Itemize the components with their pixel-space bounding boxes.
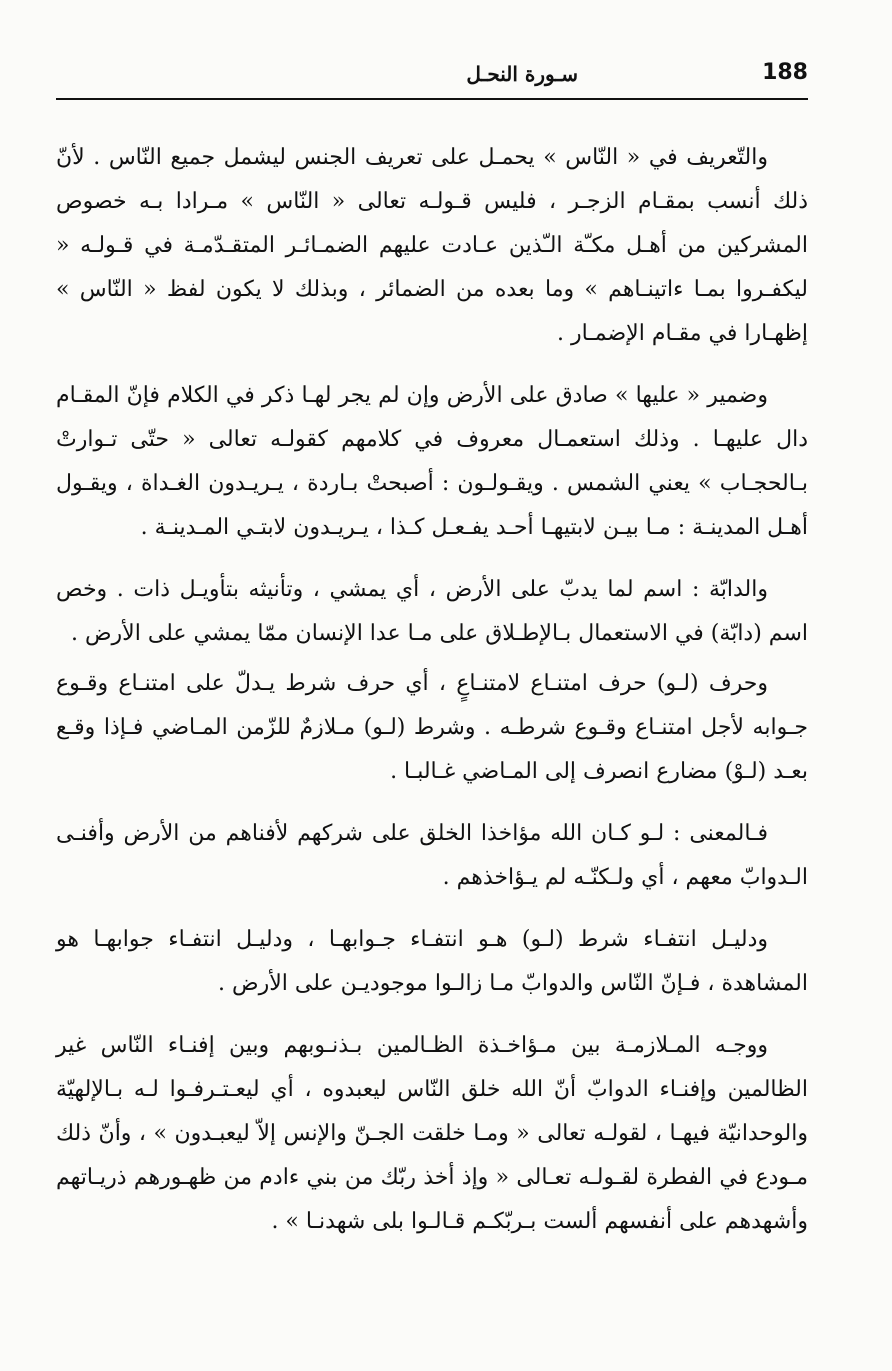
- surah-title: سـورة النحـل: [466, 62, 578, 86]
- page-number: 188: [762, 60, 808, 85]
- paragraph-dabba: والدابّة : اسم لما يدبّ على الأرض ، أي يمشي ، وتأنيثه بتأويـل ذات . وخص اسم (دابّة) في الاستعمال بـالإطـلاق على مـا عدا الإنسان ممّا يمشي على الأرض .: [56, 577, 808, 646]
- paragraph-evidence: ودليـل انتفـاء شرط (لـو) هـو انتفـاء جـوابهـا ، ودليـل انتفـاء جوابهـا هو المشاهدة ، فـإنّ النّاس والدوابّ مـا زالـوا موجوديـن على الأرض .: [56, 927, 808, 996]
- page-header: [56, 58, 808, 100]
- paragraph-pronoun: وضمير « عليها » صادق على الأرض وإن لم يجر لهـا ذكر في الكلام فإنّ المقـام دال عليهـا . وذلك استعمـال معروف في كلامهم كقولـه تعالى « حتّى تـوارتْ بـالحجـاب » يعني الشمس . ويقـولـون : أصبحتْ بـاردة ، يـريـدون الغـداة ، ويقـول أهـل المدينـة : مـا بيـن لابتيهـا أحـد يفـعـل كـذا ، يـريـدون لابتـي المـدينـة .: [56, 383, 808, 540]
- paragraph-law: وحرف (لـو) حرف امتنـاع لامتنـاعٍ ، أي حرف شرط يـدلّ على امتنـاع وقـوع جـوابه لأجل امتنـاع وقـوع شرطـه . وشرط (لـو) مـلازمٌ للزّمن المـاضي فـإذا وقـع بعـد (لـوْ) مضارع انصرف إلى المـاضي غـالبـا .: [56, 671, 808, 784]
- paragraph-meaning: فـالمعنى : لـو كـان الله مؤاخذا الخلق على شركهم لأفناهم من الأرض وأفنـى الـدوابّ معهم ، أي ولـكنّـه لم يـؤاخذهم .: [56, 821, 808, 890]
- paragraph-correlation: ووجـه المـلازمـة بين مـؤاخـذة الظـالمين بـذنـوبهم وبين إفنـاء النّاس غير الظالمين وإفنـاء الدوابّ أنّ الله خلق النّاس ليعبدوه ، أي ليعـتـرفـوا لـه بـالإلهيّة والوحدانيّة فيهـا ، لقولـه تعالى « ومـا خلقت الجـنّ والإنس إلاّ ليعبـدون » ، وأنّ ذلك مـودع في الفطرة لقـولـه تعـالى « وإذ أخذ ربّك من بني ءادم من ظهـورهم ذريـاتهم وأشهدهم على أنفسهم ألست بـربّكـم قـالـوا بلى شهدنـا » .: [56, 1033, 808, 1234]
- paragraph-definition: والتّعريف في « النّاس » يحمـل على تعريف الجنس ليشمل جميع النّاس . لأنّ ذلك أنسب بمقـام الزجـر ، فليس قـولـه تعالى « النّاس » مـرادا بـه خصوص المشركين من أهـل مكـّة الـّذين عـادت عليهم الضمـائـر المتقـدّمـة في قـولـه « ليكفـروا بمـا ءاتينـاهم » وما بعده من الضمائر ، وبذلك لا يكون لفظ « النّاس » إظهـارا في مقـام الإضمـار .: [56, 145, 808, 346]
- page-body: [56, 136, 808, 1244]
